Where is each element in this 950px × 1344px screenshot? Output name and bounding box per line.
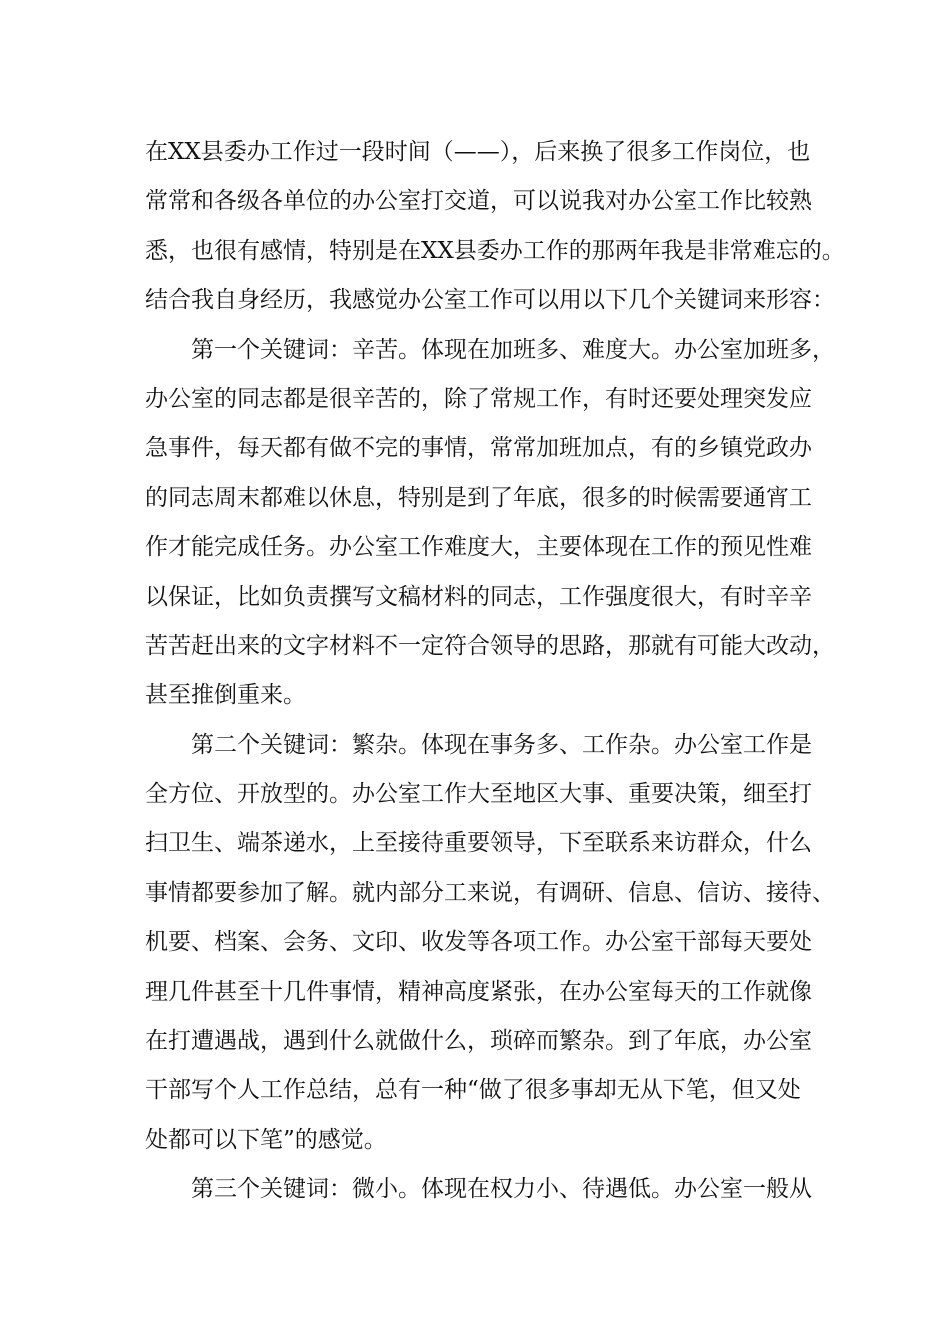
text-line: 结合我自身经历，我感觉办公室工作可以用以下几个关键词来形容： <box>145 287 835 314</box>
document-body <box>145 128 845 1215</box>
text-line: 理几件甚至十几件事情，精神高度紧张，在办公室每天的工作就像 <box>145 978 812 1005</box>
paragraph-keyword-2 <box>145 721 835 1166</box>
text-line: 全方位、开放型的。办公室工作大至地区大事、重要决策，细至打 <box>145 781 812 808</box>
text-line: 第二个关键词：繁杂。体现在事务多、工作杂。办公室工作是 <box>191 731 812 758</box>
text-line: 作才能完成任务。办公室工作难度大，主要体现在工作的预见性难 <box>145 534 812 561</box>
text-line: 在XX县委办工作过一段时间（——），后来换了很多工作岗位，也 <box>145 139 811 165</box>
paragraph-intro <box>145 128 845 326</box>
text-line: 常常和各级各单位的办公室打交道，可以说我对办公室工作比较熟 <box>145 188 812 215</box>
paragraph-keyword-3 <box>145 1165 825 1214</box>
text-line: 处都可以下笔”的感觉。 <box>145 1126 387 1153</box>
text-line: 悉，也很有感情，特别是在XX县委办工作的那两年我是非常难忘的。 <box>145 237 845 264</box>
text-line: 第三个关键词：微小。体现在权力小、待遇低。办公室一般从 <box>191 1176 812 1203</box>
text-line: 在打遭遇战，遇到什么就做什么，琐碎而繁杂。到了年底，办公室 <box>145 1028 812 1055</box>
text-line: 扫卫生、端茶递水，上至接待重要领导，下至联系来访群众，什么 <box>145 830 812 857</box>
text-line: 急事件，每天都有做不完的事情，常常加班加点，有的乡镇党政办 <box>145 435 812 462</box>
text-line: 事情都要参加了解。就内部分工来说，有调研、信息、信访、接待、 <box>145 879 835 906</box>
text-line: 办公室的同志都是很辛苦的，除了常规工作，有时还要处理突发应 <box>145 385 812 412</box>
text-line: 机要、档案、会务、文印、收发等各项工作。办公室干部每天要处 <box>145 929 812 956</box>
text-line: 干部写个人工作总结，总有一种“做了很多事却无从下笔，但又处 <box>145 1077 801 1104</box>
paragraph-keyword-1 <box>145 326 835 721</box>
text-line: 第一个关键词：辛苦。体现在加班多、难度大。办公室加班多， <box>191 336 835 363</box>
text-line: 的同志周末都难以休息，特别是到了年底，很多的时候需要通宵工 <box>145 484 812 511</box>
text-line: 以保证，比如负责撰写文稿材料的同志，工作强度很大，有时辛辛 <box>145 583 812 610</box>
text-line: 苦苦赶出来的文字材料不一定符合领导的思路，那就有可能大改动， <box>145 632 835 659</box>
text-line: 甚至推倒重来。 <box>145 682 306 709</box>
